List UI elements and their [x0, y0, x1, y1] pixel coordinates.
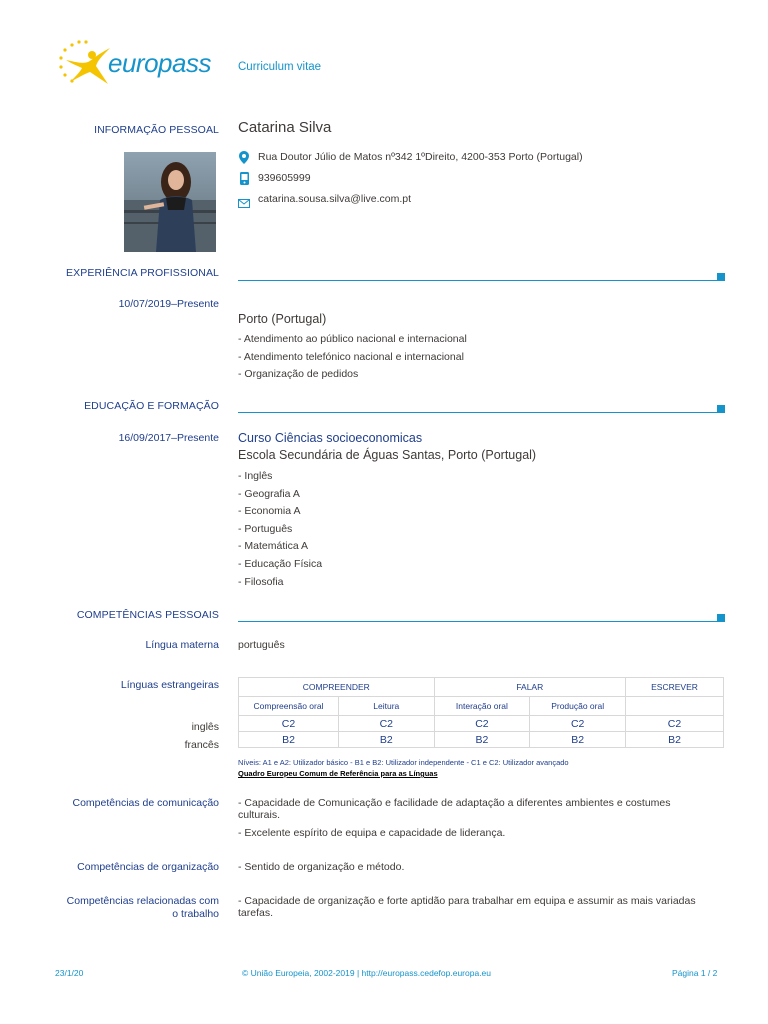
table-subheader: Produção oral: [530, 697, 626, 716]
communication-skills-label: Competências de comunicação: [72, 797, 219, 809]
table-subheader: Compreensão oral: [239, 697, 339, 716]
profile-photo: [124, 152, 216, 252]
table-cell: B2: [530, 732, 626, 748]
europass-logo-text: europass: [108, 48, 211, 78]
table-group-header: FALAR: [434, 678, 625, 697]
communication-skills-line: - Capacidade de Comunicação e facilidade de adaptação a diferentes ambientes e costumes: [238, 797, 671, 809]
footer-page-number: Página 1 / 2: [672, 968, 718, 978]
organization-skills-label: Competências de organização: [77, 861, 219, 873]
mother-tongue-value: português: [238, 639, 285, 651]
envelope-icon: [238, 195, 250, 204]
section-label-personal: INFORMAÇÃO PESSOAL: [94, 124, 219, 136]
table-group-header: ESCREVER: [626, 678, 724, 697]
section-label-experience: EXPERIÊNCIA PROFISSIONAL: [66, 267, 219, 279]
communication-skills-line: - Excelente espírito de equipa e capacidade de liderança.: [238, 827, 506, 839]
education-subject: - Matemática A: [238, 540, 309, 552]
table-cell: B2: [434, 732, 530, 748]
table-cell: C2: [339, 716, 435, 732]
section-divider: [238, 412, 717, 413]
section-divider: [238, 280, 717, 281]
table-cell: C2: [239, 716, 339, 732]
mobile-phone-icon: [240, 172, 249, 185]
education-subject: - Inglês: [238, 470, 273, 482]
table-cell: B2: [239, 732, 339, 748]
work-skills-label: o trabalho: [172, 908, 219, 920]
organization-skills-text: - Sentido de organização e método.: [238, 861, 405, 873]
europass-logo: [52, 38, 222, 90]
language-name: inglês: [191, 721, 219, 733]
experience-place: Porto (Portugal): [238, 312, 327, 326]
footer-date: 23/1/20: [55, 968, 84, 978]
education-subject: - Filosofia: [238, 576, 284, 588]
table-subheader: Interação oral: [434, 697, 530, 716]
communication-skills-line: culturais.: [238, 809, 281, 821]
experience-date: 10/07/2019–Presente: [118, 298, 219, 310]
table-cell: C2: [530, 716, 626, 732]
table-cell: B2: [339, 732, 435, 748]
table-row: [239, 732, 724, 748]
mother-tongue-label: Língua materna: [145, 639, 219, 651]
experience-item: - Atendimento telefónico nacional e internacional: [238, 351, 464, 363]
table-subheader: Leitura: [339, 697, 435, 716]
levels-note: Níveis: A1 e A2: Utilizador básico - B1 e B2: Utilizador independente - C1 e C2: Utilizador avançado: [238, 758, 569, 767]
education-date: 16/09/2017–Presente: [118, 432, 219, 444]
phone-text: 939605999: [258, 172, 311, 184]
table-subheader-empty: [626, 697, 724, 716]
section-label-education: EDUCAÇÃO E FORMAÇÃO: [84, 400, 219, 412]
language-levels-table: [238, 677, 724, 748]
table-cell: C2: [626, 716, 724, 732]
map-pin-icon: [239, 151, 249, 164]
section-divider: [238, 621, 717, 622]
education-subject: - Português: [238, 523, 293, 535]
work-skills-line: tarefas.: [238, 907, 274, 919]
address-text: Rua Doutor Júlio de Matos nº342 1ºDireito, 4200-353 Porto (Portugal): [258, 151, 583, 163]
email-link[interactable]: catarina.sousa.silva@live.com.pt: [258, 193, 412, 205]
experience-item: - Atendimento ao público nacional e internacional: [238, 333, 467, 345]
table-row: [239, 716, 724, 732]
education-course: Curso Ciências socioeconomicas: [238, 431, 423, 445]
education-subject: - Economia A: [238, 505, 301, 517]
section-divider-marker: [717, 273, 725, 281]
work-skills-label: Competências relacionadas com: [66, 895, 219, 907]
footer-copyright[interactable]: © União Europeia, 2002-2019 | http://europass.cedefop.europa.eu: [242, 968, 492, 978]
table-cell: B2: [626, 732, 724, 748]
table-cell: C2: [434, 716, 530, 732]
document-title: Curriculum vitae: [238, 61, 322, 73]
education-school: Escola Secundária de Águas Santas, Porto (Portugal): [238, 448, 537, 462]
section-divider-marker: [717, 614, 725, 622]
candidate-name: Catarina Silva: [238, 119, 332, 136]
table-group-header: COMPREENDER: [239, 678, 435, 697]
education-subject: - Educação Física: [238, 558, 323, 570]
section-label-skills: COMPETÊNCIAS PESSOAIS: [76, 609, 219, 621]
profile-photo-image: [124, 152, 216, 252]
language-name: francês: [184, 739, 219, 751]
framework-link[interactable]: Quadro Europeu Comum de Referência para as Línguas: [238, 769, 438, 778]
education-subject: - Geografia A: [238, 488, 300, 500]
experience-item: - Organização de pedidos: [238, 368, 359, 380]
foreign-languages-label: Línguas estrangeiras: [120, 679, 219, 691]
work-skills-line: - Capacidade de organização e forte aptidão para trabalhar em equipa e assumir as mais variadas: [238, 895, 696, 907]
section-divider-marker: [717, 405, 725, 413]
